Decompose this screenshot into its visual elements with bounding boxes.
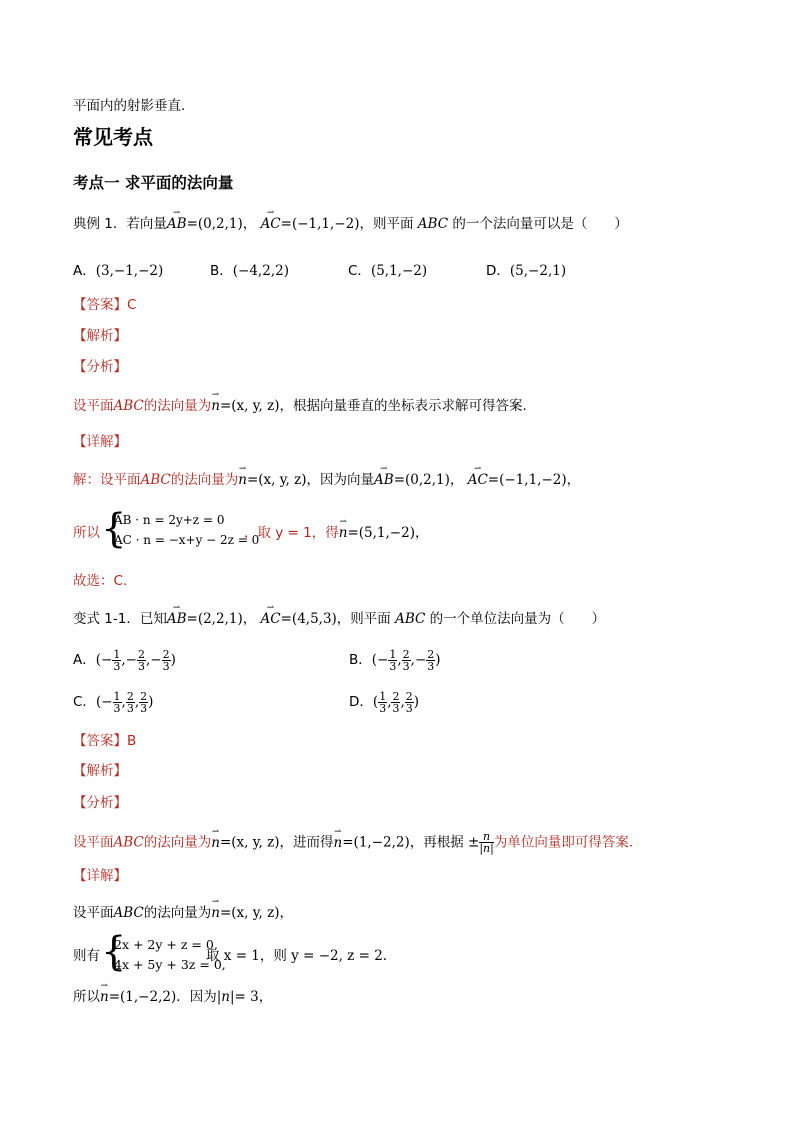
system-eq-2: AC · n = −x+y − 2z = 0 xyxy=(114,533,260,547)
answer-line: 【答案】C xyxy=(73,297,137,313)
take-line: ，取 y = 1，得⇀ n=(5,1,−2)， xyxy=(244,524,428,542)
option-label: D． xyxy=(349,694,373,710)
option-d: D．(5,−2,1) xyxy=(486,263,567,279)
variant-take-line: 取 x = 1，则 y = −2, z = 2. xyxy=(206,948,388,964)
brace-icon: { xyxy=(101,929,127,975)
plane-name: ABC xyxy=(417,216,449,232)
variant-option-a: A．(− $\frac{1}{3}$ ,− $\frac{2}{3}$ ,− $\frac{2}{3}$ ) xyxy=(73,647,176,673)
vector-ab: ⇀ AB xyxy=(167,215,187,233)
fraction: $\frac{1}{3}$ xyxy=(389,647,397,673)
variant-jiexi-label: 【解析】 xyxy=(73,763,127,779)
variant-answer-line: 【答案】B xyxy=(73,733,137,749)
stem-text: 典例 1．若向量 xyxy=(73,216,167,232)
point-title: 考点一 求平面的法向量 xyxy=(73,174,234,192)
section-title: 常见考点 xyxy=(73,125,153,149)
variant-option-c: C．(− $\frac{1}{3}$ , $\frac{2}{3}$ , $\frac{2}{3}$ ) xyxy=(73,689,154,715)
variant-xiangjie-label: 【详解】 xyxy=(73,868,127,884)
system-eq-1: AB · n = 2y+z = 0 xyxy=(114,513,225,527)
option-label: A． xyxy=(73,652,96,668)
variant-option-d: D．( $\frac{1}{3}$ , $\frac{2}{3}$ , $\frac{2}{3}$ ) xyxy=(349,689,420,715)
variant-system-eq-2: 4x + 5y + 3z = 0, xyxy=(114,957,226,972)
fraction: $\frac{2}{3}$ xyxy=(162,647,170,673)
option-a: A．(3,−1,−2) xyxy=(73,263,164,279)
ab-value: =(0,2,1)， xyxy=(186,216,257,232)
fraction: $\frac{2}{3}$ xyxy=(402,647,410,673)
variant-fenxi-label: 【分析】 xyxy=(73,795,127,811)
fraction: $\frac{2}{3}$ xyxy=(427,647,435,673)
jiexi-label: 【解析】 xyxy=(73,328,127,344)
suoyi-label: 所以 xyxy=(73,525,100,541)
fraction: $\frac{1}{3}$ xyxy=(113,689,121,715)
variant-analysis-line: 设平面ABC的法向量为⇀ n=(x, y, z)，进而得⇀ n=(1,−2,2)，再根据 ± $\frac{n}{|n|}$ 为单位向量即可得答案． xyxy=(73,831,642,854)
variant-detail-line: 设平面ABC的法向量为⇀ n=(x, y, z)， xyxy=(73,904,293,922)
variant-option-b: B．(− $\frac{1}{3}$ , $\frac{2}{3}$ ,− $\frac{2}{3}$ ) xyxy=(349,647,441,673)
fraction: $\frac{2}{3}$ xyxy=(140,689,148,715)
variant-system-eq-1: 2x + 2y + z = 0, xyxy=(114,937,218,952)
option-b: B．(−4,2,2) xyxy=(210,263,289,279)
choice-line: 故选：C. xyxy=(73,573,128,589)
vector-ac: ⇀ AC xyxy=(261,215,281,233)
option-label: C． xyxy=(73,694,96,710)
unit-fraction: $\frac{n}{|n|}$ xyxy=(479,830,494,855)
stem-text: 的一个法向量可以是（ ） xyxy=(452,216,628,232)
zeyou-label: 则有 xyxy=(73,948,100,964)
option-c: C．(5,1,−2) xyxy=(348,263,428,279)
brace-icon: { xyxy=(101,506,127,552)
fenxi-label: 【分析】 xyxy=(73,359,127,375)
variant-last-line: 所以⇀ n=(1,−2,2)．因为|n|= 3， xyxy=(73,988,272,1006)
option-label: B． xyxy=(349,652,372,668)
detail-line: 解：设平面ABC的法向量为⇀ n=(x, y, z)，因为向量⇀ AB=(0,2,1)， ⇀ AC=(−1,1,−2)， xyxy=(73,471,580,489)
example1-stem xyxy=(73,215,628,233)
fraction: $\frac{1}{3}$ xyxy=(113,647,121,673)
fraction: $\frac{2}{3}$ xyxy=(405,689,413,715)
fraction: $\frac{2}{3}$ xyxy=(137,647,145,673)
intro-line: 平面内的射影垂直. xyxy=(73,98,186,114)
xiangjie-label: 【详解】 xyxy=(73,434,127,450)
ac-value: =(−1,1,−2)，则平面 xyxy=(280,216,414,232)
variant-stem: 变式 1-1．已知⇀ AB=(2,2,1)， ⇀ AC=(4,5,3)，则平面 ABC 的一个单位法向量为（ ） xyxy=(73,610,605,628)
fraction: $\frac{1}{3}$ xyxy=(379,689,387,715)
fraction: $\frac{2}{3}$ xyxy=(392,689,400,715)
analysis-line: 设平面ABC的法向量为⇀ n=(x, y, z)，根据向量垂直的坐标表示求解可得答案． xyxy=(73,397,536,415)
fraction: $\frac{2}{3}$ xyxy=(126,689,134,715)
